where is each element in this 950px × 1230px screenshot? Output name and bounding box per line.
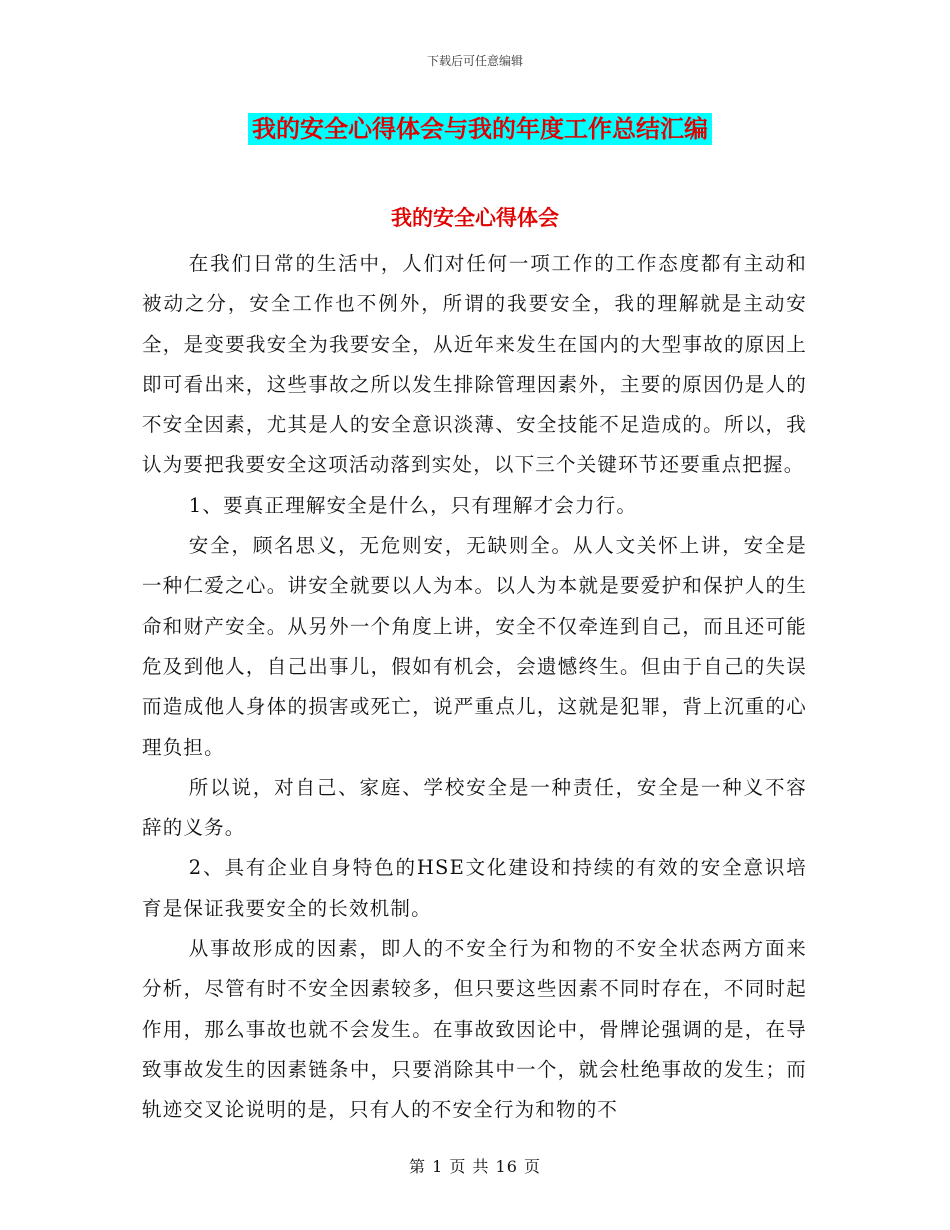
paragraph: 在我们日常的生活中，人们对任何一项工作的工作态度都有主动和被动之分，安全工作也不例外，所谓的我要安全，我的理解就是主动安全，是变要我安全为我要安全，从近年来发生在国内的大型事故的原因上即可看出来，这些事故之所以发生排除管理因素外，主要的原因仍是人的不安全因素，尤其是人的安全意识淡薄、安全技能不足造成的。所以，我认为要把我要安全这项活动落到实处，以下三个关键环节还要重点把握。 <box>142 252 807 477</box>
paragraph: 2、具有企业自身特色的HSE文化建设和持续的有效的安全意识培育是保证我要安全的长效机制。 <box>142 856 807 920</box>
document-title: 我的安全心得体会与我的年度工作总结汇编 <box>248 113 712 145</box>
paragraph: 1、要真正理解安全是什么，只有理解才会力行。 <box>188 493 638 517</box>
paragraph: 所以说，对自己、家庭、学校安全是一种责任，安全是一种义不容辞的义务。 <box>142 775 807 840</box>
header-note: 下载后可任意编辑 <box>426 54 523 68</box>
section-title: 我的安全心得体会 <box>391 206 559 230</box>
paragraph: 从事故形成的因素，即人的不安全行为和物的不安全状态两方面来分析，尽管有时不安全因素较多，但只要这些因素不同时存在，不同时起作用，那么事故也就不会发生。在事故致因论中，骨牌论强调的是，在导致事故发生的因素链条中，只要消除其中一个，就会杜绝事故的发生；而轨迹交叉论说明的是，只有人的不安全行为和物的不 <box>142 937 807 1122</box>
page-number: 第 1 页 共 16 页 <box>409 1157 541 1176</box>
document-body <box>142 244 807 1131</box>
paragraph: 安全，顾名思义，无危则安，无缺则全。从人文关怀上讲，安全是一种仁爱之心。讲安全就要以人为本。以人为本就是要爱护和保护人的生命和财产安全。从另外一个角度上讲，安全不仅牵连到自己，而且还可能危及到他人，自己出事儿，假如有机会，会遗憾终生。但由于自己的失误而造成他人身体的损害或死亡，说严重点儿，这就是犯罪，背上沉重的心理负担。 <box>142 534 807 759</box>
